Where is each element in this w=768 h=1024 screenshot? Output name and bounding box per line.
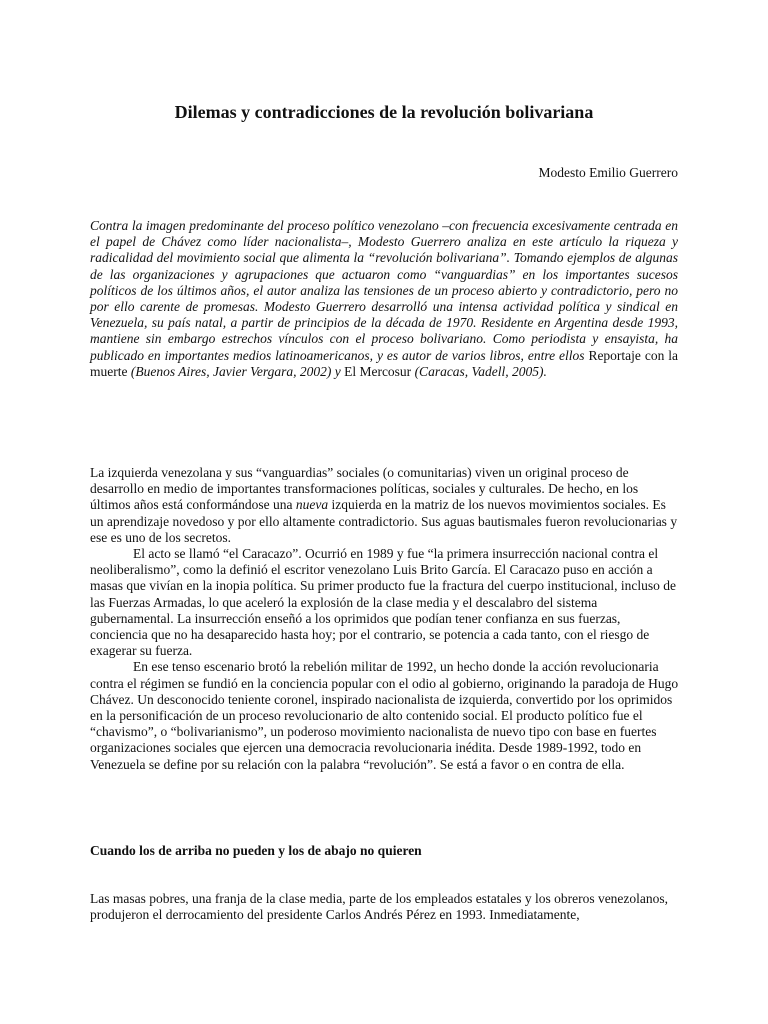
paragraph-2: El acto se llamó “el Caracazo”. Ocurrió en 1989 y fue “la primera insurrección nacional contra el neoliberalismo”, como la definió el escritor venezolano Luis Brito García. El Caracazo puso en acción a masas que vivían en la inopia política. Su primer producto fue la fractura del cuerpo institucional, incluso de las Fuerzas Armadas, lo que aceleró la explosión de la clase media y el descalabro del sistema gubernamental. La insurrección enseñó a los oprimidos que podían tener confianza en sus fuerzas, conciencia que no ha desaparecido hasta hoy; por el contrario, se potencia a cada tanto, con el riesgo de exagerar su fuerza. — [90, 546, 676, 659]
abstract — [90, 218, 678, 380]
paragraph-3: En ese tenso escenario brotó la rebelión militar de 1992, un hecho donde la acción revolucionaria contra el régimen se fundió en la conciencia popular con el odio al gobierno, originando la paradoja de Hugo Chávez. Un desconocido teniente coronel, inspirado nacionalista de izquierda, convertido por los oprimidos en la personificación de un proceso revolucionario de alto contenido social. El producto político fue el “chavismo”, o “bolivarianismo”, un poderoso movimiento nacionalista de nuevo tipo con base en fuertes organizaciones sociales que ejercen una democracia revolucionaria inédita. Desde 1989-1992, todo en Venezuela se define por su relación con la palabra “revolución”. Se está a favor o en contra de ella. — [90, 659, 679, 772]
abstract-text-1: Contra la imagen predominante del proceso político venezolano –con frecuencia excesivamente centrada en el papel de Chávez como líder nacionalista–, Modesto Guerrero analiza en este artículo la riqueza y radicalidad del movimiento social que alimenta la “revolución bolivariana”. Tomando ejemplos de algunas de las organizaciones y agrupaciones que actuaron como “vanguardias” en los importantes sucesos políticos de los últimos años, el autor analiza las tensiones de un proceso abierto y contradictorio, pero no por ello carente de promesas. Modesto Guerrero desarrolló una intensa actividad política y sindical en Venezuela, su país natal, a partir de principios de la década de 1970. Residente en Argentina desde 1993, mantiene sin embargo estrechos vínculos con el proceso bolivariano. Como periodista y ensayista, ha publicado en importantes medios latinoamericanos, y es autor de varios libros, entre ellos — [90, 218, 678, 363]
paragraph-1 — [90, 465, 680, 546]
abstract-text-2: (Buenos Aires, Javier Vergara, 2002) y — [127, 363, 345, 379]
paragraph-1-text-b: izquierda en la matriz de los nuevos movimientos sociales. Es un aprendizaje novedoso y por ello altamente contradictorio. Sus aguas bautismales fueron revolucionarias y ese es uno de los secretos. — [90, 497, 678, 545]
paragraph-4: Las masas pobres, una franja de la clase media, parte de los empleados estatales y los obreros venezolanos, produjeron el derrocamiento del presidente Carlos Andrés Pérez en 1993. Inmediatamente, — [90, 891, 669, 923]
abstract-text-3: (Caracas, Vadell, 2005). — [411, 363, 547, 379]
section-heading: Cuando los de arriba no pueden y los de abajo no quieren — [90, 843, 422, 858]
book-title-mercosur: El Mercosur — [344, 363, 412, 379]
body-text — [90, 465, 680, 773]
paragraph-1-text-a: La izquierda venezolana y sus “vanguardias” sociales (o comunitarias) viven un original proceso de desarrollo en medio de importantes transformaciones políticas, sociales y culturales. De hecho, en los últimos años está conformándose una — [90, 465, 639, 513]
book-title-reportaje: Reportaje con la muerte — [90, 347, 678, 379]
paragraph-1-emphasis: nueva — [295, 497, 329, 513]
document-title: Dilemas y contradicciones de la revolución bolivariana — [174, 102, 594, 122]
author-name: Modesto Emilio Guerrero — [538, 165, 678, 180]
